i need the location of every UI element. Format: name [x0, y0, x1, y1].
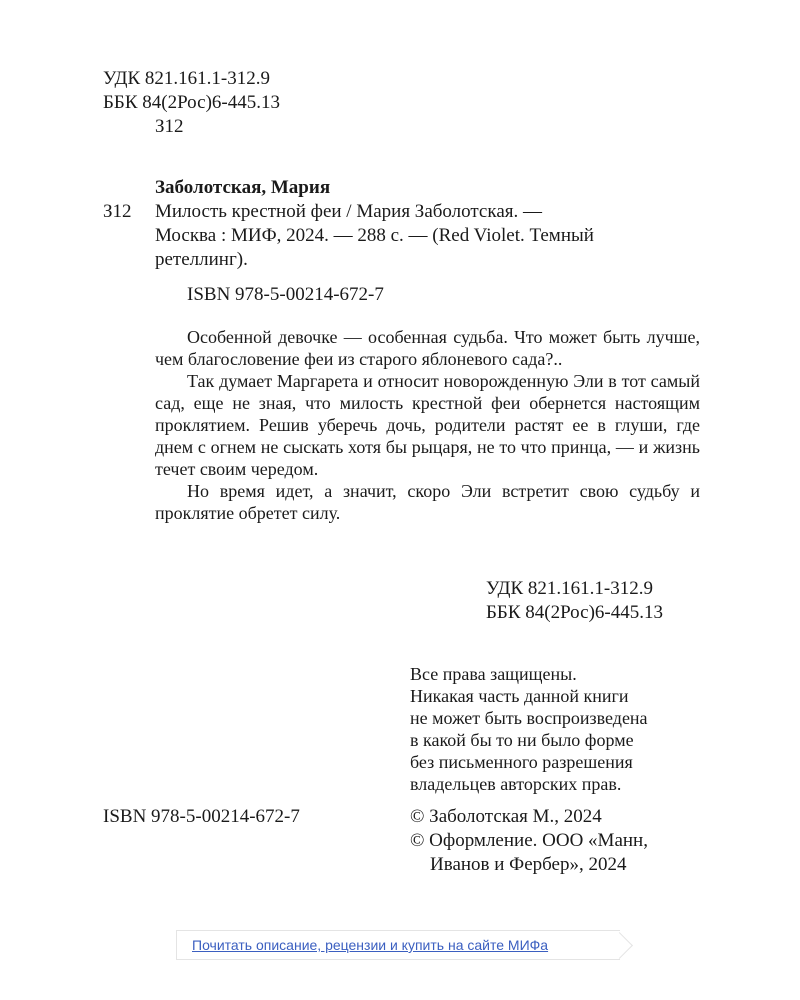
udk-code: УДК 821.161.1-312.9: [103, 68, 270, 89]
bbk-code: ББК 84(2Рос)6-445.13: [103, 92, 280, 113]
author-mark: З12: [155, 116, 184, 137]
record-title-line: Москва : МИФ, 2024. — 288 с. — (Red Violet. Темный: [155, 225, 594, 246]
copyright-design-cont: Иванов и Фербер», 2024: [430, 854, 627, 875]
rights-line: в какой бы то ни было форме: [410, 730, 634, 750]
bbk-code-right: ББК 84(2Рос)6-445.13: [486, 602, 663, 623]
annotation-paragraph: Особенной девочке — особенная судьба. Что может быть лучше, чем благословение феи из старого яблоневого сада?..: [155, 327, 700, 369]
record-author: Заболотская, Мария: [155, 177, 331, 198]
annotation-paragraph: Так думает Маргарета и относит новорожденную Эли в тот самый сад, еще не зная, что милость крестной феи обернется настоящим проклятием. Решив уберечь дочь, родители растят ее в глуши, где днем с огнем не сыскать хотя бы рыцаря, не то что принца, — и жизнь течет своим чередом.: [155, 371, 700, 479]
rights-line: владельцев авторских прав.: [410, 774, 622, 794]
rights-line: не может быть воспроизведена: [410, 708, 648, 728]
rights-line: без письменного разрешения: [410, 752, 633, 772]
footer-store-link[interactable]: Почитать описание, рецензии и купить на сайте МИФа: [192, 937, 549, 953]
copyright-design: © Оформление. ООО «Манн,: [410, 830, 648, 851]
bottom-isbn: ISBN 978-5-00214-672-7: [103, 806, 300, 827]
copyright-author: © Заболотская М., 2024: [410, 806, 602, 827]
record-isbn: ISBN 978-5-00214-672-7: [187, 284, 384, 305]
record-mark: З12: [103, 201, 132, 222]
rights-notice: [410, 663, 648, 795]
annotation-paragraph: Но время идет, а значит, скоро Эли встретит свою судьбу и проклятие обретет силу.: [155, 481, 700, 523]
record-title-line: Милость крестной феи / Мария Заболотская. —: [155, 201, 542, 222]
record-title-line: ретеллинг).: [155, 249, 248, 270]
annotation: [155, 326, 700, 524]
rights-line: Все права защищены.: [410, 664, 577, 684]
rights-line: Никакая часть данной книги: [410, 686, 629, 706]
udk-code-right: УДК 821.161.1-312.9: [486, 578, 653, 599]
